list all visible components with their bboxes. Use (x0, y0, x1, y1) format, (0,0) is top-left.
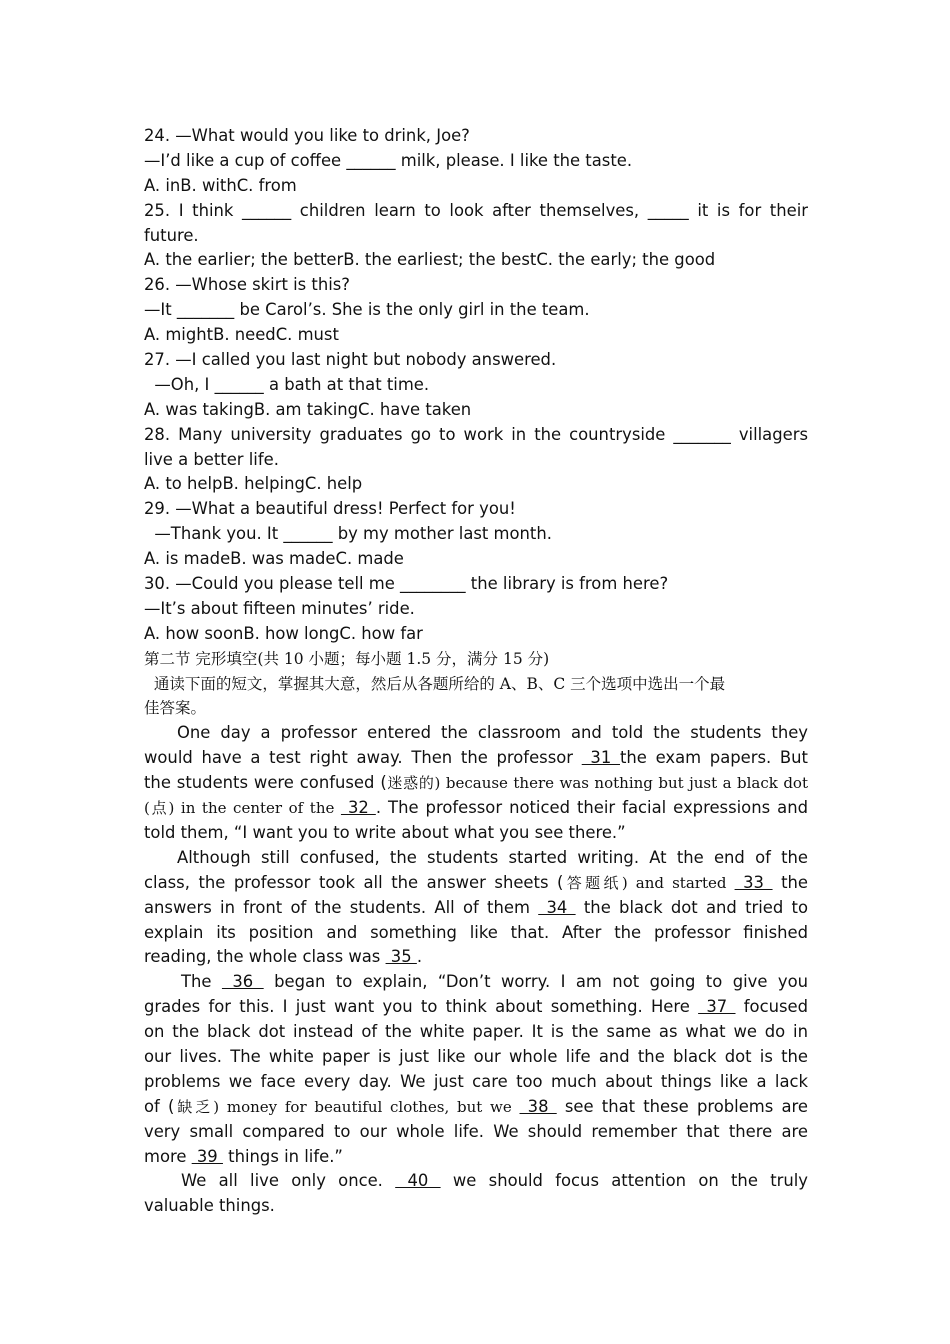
blank-40: 40 (395, 1171, 441, 1191)
passage-p3-line-3: on the black dot instead of the white paper. It is the same as what we do in (144, 1022, 808, 1042)
blank-36: 36 (221, 972, 264, 992)
text: things in life.” (222, 1146, 343, 1166)
question-25-prompt: 25. I think ______ children learn to look after themselves, _____ it is for their (144, 200, 808, 220)
text: of ( (144, 1096, 175, 1116)
blank-34: 34 (538, 897, 576, 917)
text: reading, the whole class was (144, 947, 386, 967)
blank-31: 31 (581, 748, 620, 768)
blank-37: 37 (698, 997, 736, 1017)
section-instruction-cont: 佳答案。 (144, 699, 207, 718)
text: focused (735, 997, 808, 1017)
question-28-prompt: 28. Many university graduates go to work in the countryside _______ villagers (144, 424, 808, 444)
text: . The professor noticed their facial expressions and (375, 798, 808, 818)
passage-p1-line-4 (144, 796, 808, 821)
text: ( (144, 799, 150, 818)
text: the (772, 872, 808, 892)
question-29-options: A. is madeB. was madeC. made (144, 549, 404, 569)
document-page (144, 124, 808, 1219)
passage-p3-line-7: very small compared to our whole life. We should remember that there are (144, 1121, 808, 1141)
question-28-prompt-cont: live a better life. (144, 449, 279, 469)
passage-p1-line-3 (144, 771, 808, 796)
passage-p3-line-1 (144, 970, 808, 995)
passage-p4-line-2: valuable things. (144, 1196, 275, 1216)
text: we should focus attention on the truly (440, 1171, 808, 1191)
text: the black dot and tried to (575, 897, 808, 917)
question-24-line: —I’d like a cup of coffee ______ milk, please. I like the taste. (144, 150, 633, 170)
text: We all live only once. (181, 1171, 396, 1191)
chinese-gloss: 迷惑的 (386, 774, 435, 793)
question-24-prompt: 24. —What would you like to drink, Joe? (144, 126, 470, 145)
section-heading: 第二节 完形填空(共 10 小题；每小题 1.5 分，满分 15 分) (144, 649, 550, 668)
question-27-line: —Oh, I ______ a bath at that time. (144, 374, 430, 394)
text: The (181, 972, 222, 992)
chinese-gloss: 缺乏 (174, 1097, 214, 1116)
text: ) and started (621, 873, 735, 892)
question-27-prompt: 27. —I called you last night but nobody answered. (144, 350, 557, 370)
question-30-options: A. how soonB. how longC. how far (144, 623, 423, 643)
text: began to explain, “Don’t worry. I am not going to give you (263, 972, 808, 992)
passage-p2-line-2 (144, 871, 808, 896)
blank-32: 32 (340, 798, 376, 818)
question-29-prompt: 29. —What a beautiful dress! Perfect for you! (144, 499, 516, 519)
text: ) money for beautiful clothes, but we (213, 1097, 520, 1116)
passage-p2-line-5 (144, 945, 808, 970)
blank-35: 35 (385, 947, 417, 967)
section-instruction: 通读下面的短文，掌握其大意，然后从各题所给的 A、B、C 三个选项中选出一个最 (144, 674, 726, 693)
question-28-options: A. to helpB. helpingC. help (144, 474, 363, 494)
blank-39: 39 (191, 1146, 223, 1166)
passage-p3-line-6 (144, 1095, 808, 1120)
passage-p3-line-8 (144, 1145, 808, 1170)
question-25-prompt-cont: future. (144, 225, 199, 245)
passage-p1-line-2 (144, 746, 808, 771)
question-27-options: A. was takingB. am takingC. have taken (144, 399, 472, 419)
chinese-gloss: 答题纸 (563, 873, 622, 892)
question-26-prompt: 26. —Whose skirt is this? (144, 275, 350, 295)
question-29-line: —Thank you. It ______ by my mother last month. (144, 524, 552, 544)
chinese-gloss: 点 (149, 799, 169, 818)
passage-p2-line-3 (144, 896, 808, 921)
passage-p1-line-5: told them, “I want you to write about what you see there.” (144, 822, 626, 842)
text: would have a test right away. Then the professor (144, 748, 582, 768)
question-24-options: A. inB. withC. from (144, 175, 297, 195)
passage-p2-line-1: Although still confused, the students started writing. At the end of the (177, 847, 808, 867)
passage-p3-line-4: our lives. The white paper is just like our whole life and the black dot is the (144, 1046, 808, 1066)
passage-p4-line-1 (144, 1169, 808, 1194)
question-25-options: A. the earlier; the betterB. the earliest; the bestC. the early; the good (144, 250, 716, 270)
question-30-line: —It’s about fifteen minutes’ ride. (144, 598, 415, 618)
text: grades for this. I just want you to think about something. Here (144, 997, 699, 1017)
question-26-options: A. mightB. needC. must (144, 325, 339, 345)
blank-33: 33 (734, 872, 773, 892)
text: the students were confused ( (144, 773, 387, 793)
passage-p1-line-1: One day a professor entered the classroom and told the students they (177, 723, 808, 743)
blank-38: 38 (519, 1096, 557, 1116)
text: . (416, 947, 423, 967)
text: class, the professor took all the answer sheets ( (144, 872, 564, 892)
question-26-line: —It _______ be Carol’s. She is the only girl in the team. (144, 300, 590, 320)
text: see that these problems are (556, 1096, 808, 1116)
text: ) because there was nothing but just a black dot (434, 774, 808, 793)
passage-p2-line-4: explain its position and something like that. After the professor finished (144, 922, 808, 942)
text: ) in the center of the (168, 799, 341, 818)
text: more (144, 1146, 192, 1166)
passage-p3-line-2 (144, 995, 808, 1020)
text: the exam papers. But (619, 748, 808, 768)
passage-p3-line-5: problems we face every day. We just care too much about things like a lack (144, 1071, 808, 1091)
text: answers in front of the students. All of them (144, 897, 539, 917)
question-30-prompt: 30. —Could you please tell me ________ the library is from here? (144, 574, 669, 594)
